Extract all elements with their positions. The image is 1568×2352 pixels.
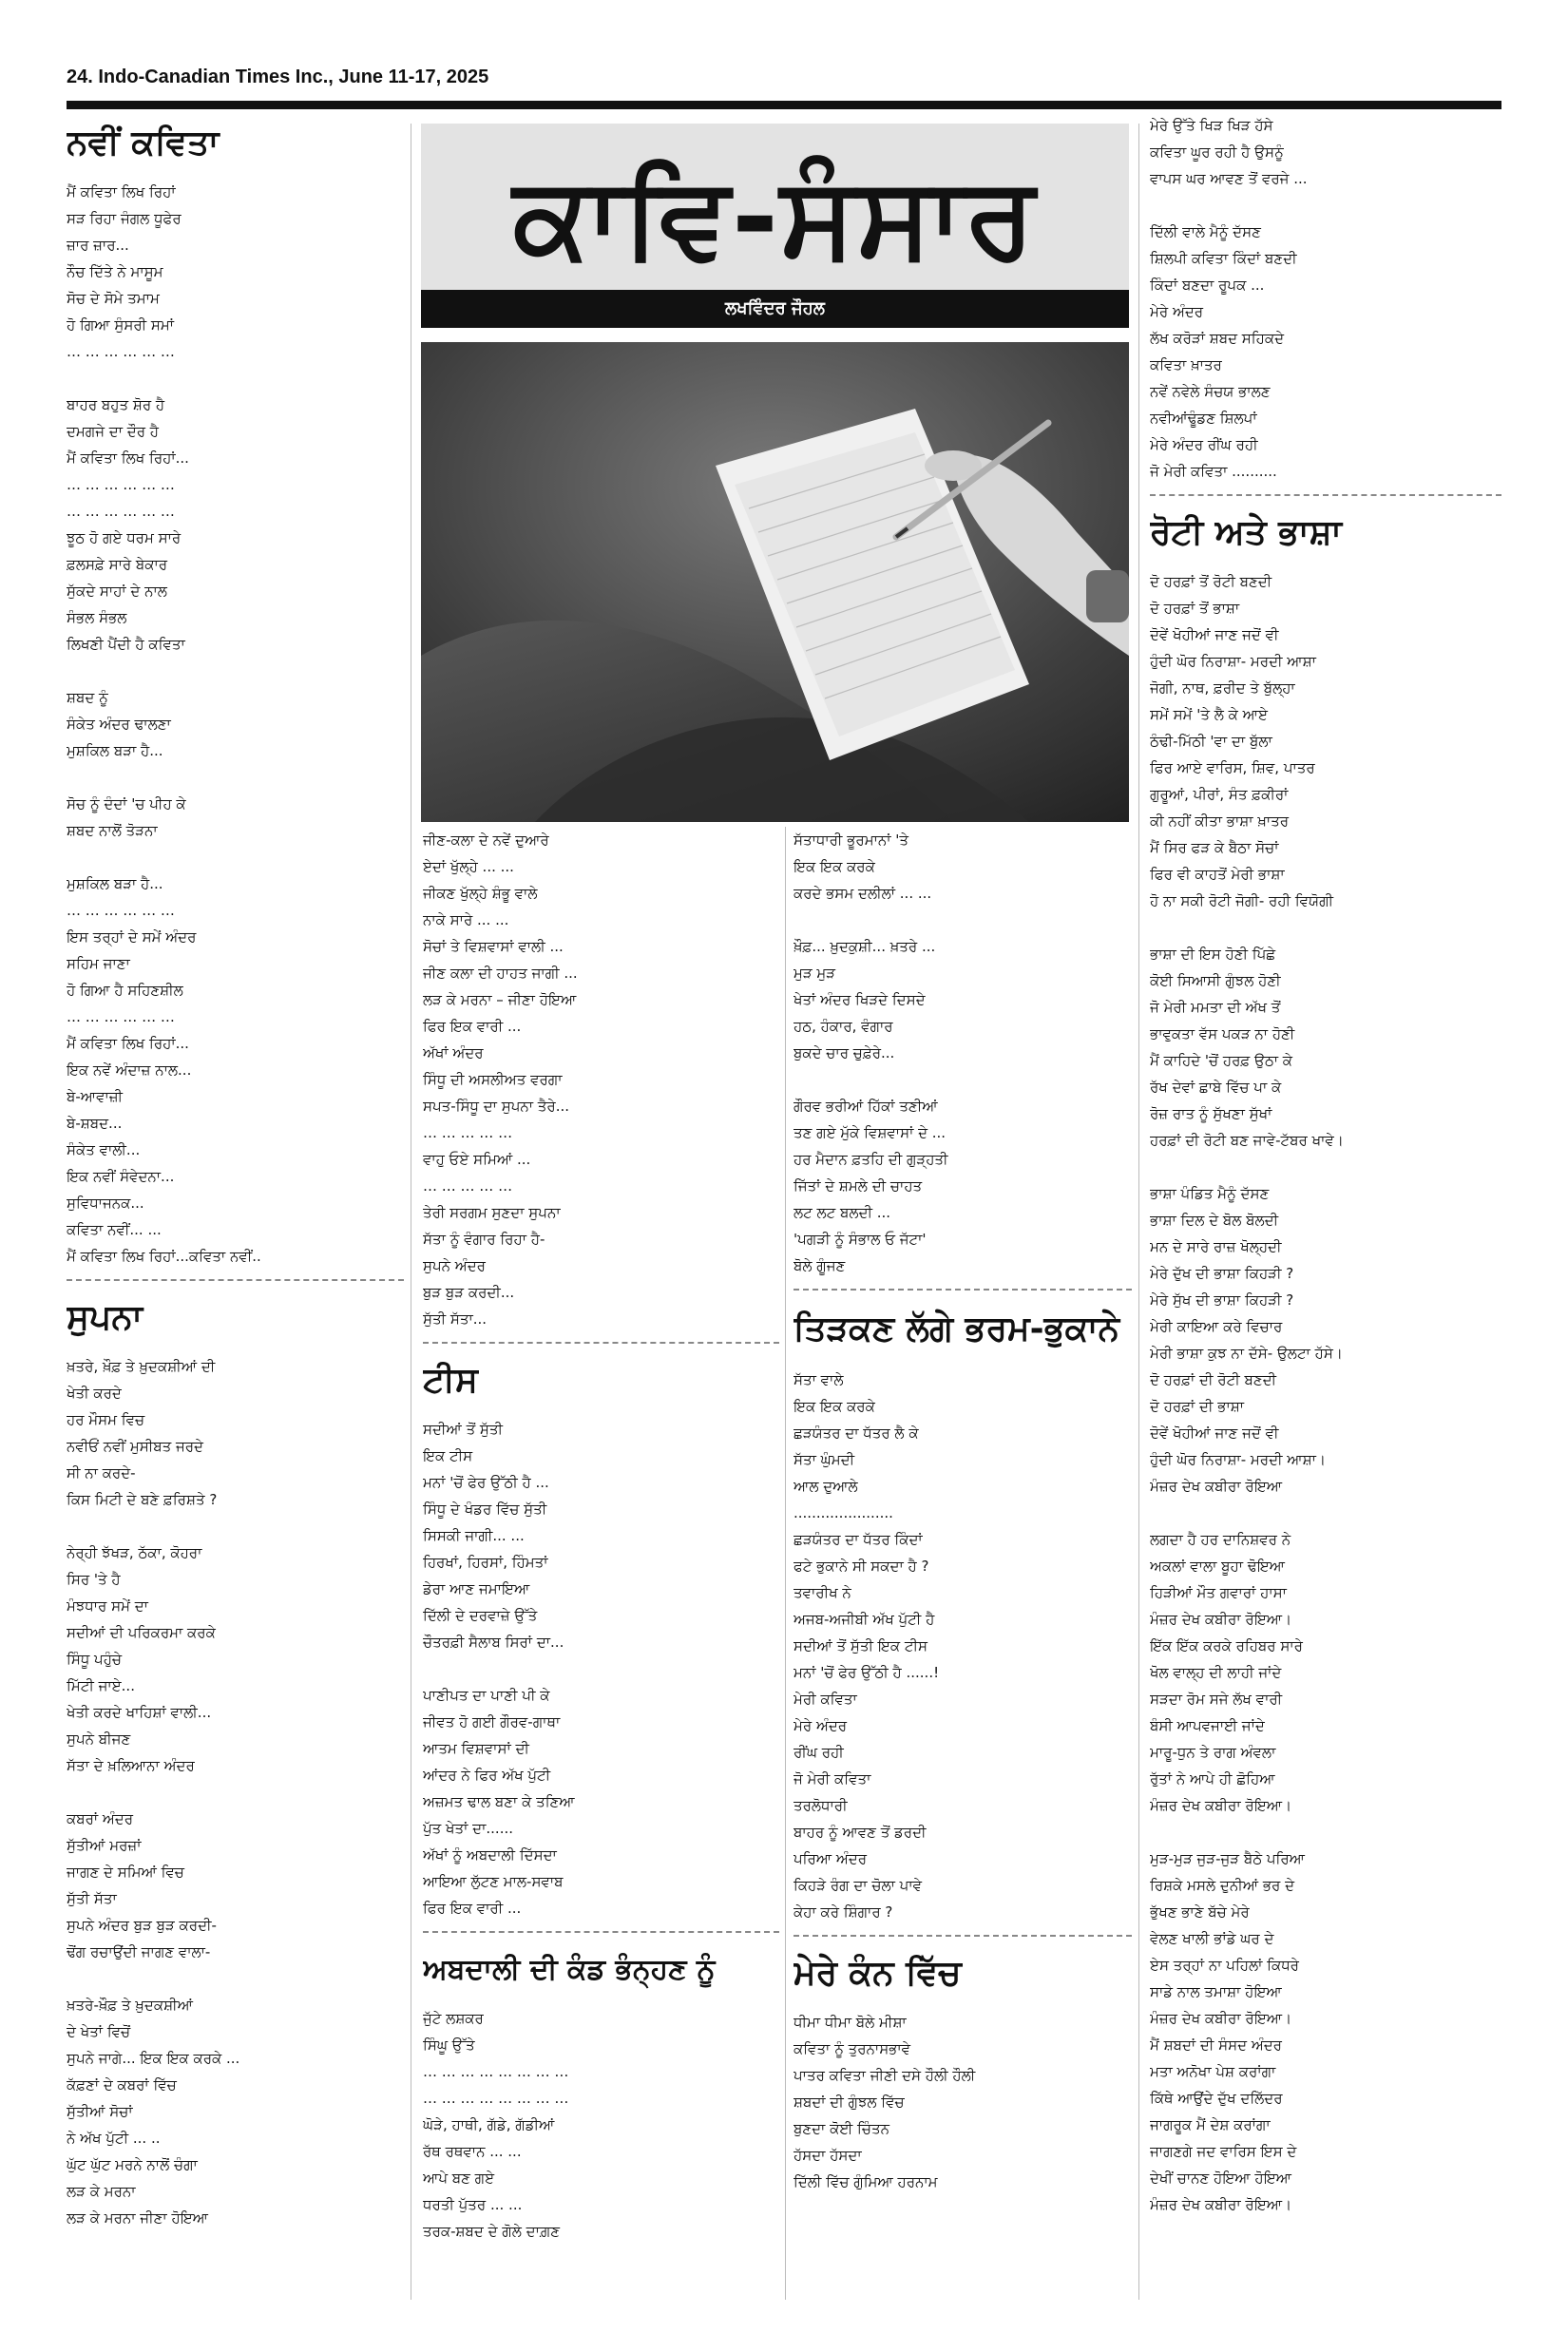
column-divider — [785, 827, 786, 2300]
poem-line: ਕੋਈ ਸਿਆਸੀ ਗੁੰਝਲ ਹੋਣੀ — [1150, 972, 1281, 989]
poem-line: ਮੇਰੀ ਕਵਿਤਾ — [794, 1691, 857, 1708]
writing-hand-photo — [421, 342, 1129, 822]
poem-line: ਹਰ ਮੌਸਮ ਵਿਚ — [67, 1411, 145, 1428]
poem-line: ਅੱਖਾਂ ਅੰਦਰ — [423, 1044, 484, 1061]
poem-line: ਮੰਜ਼ਰ ਦੇਖ ਕਬੀਰਾ ਰੋਇਆ। — [1150, 2196, 1292, 2213]
poem-line: ਜਾਗਣਗੇ ਜਦ ਵਾਰਿਸ ਇਸ ਦੇ — [1150, 2143, 1297, 2160]
poem-line: ਆਲ ਦੁਆਲੇ — [794, 1478, 858, 1495]
poem-mere-kann-vich — [794, 2009, 1132, 2195]
poem-line: ਬੁੜ ਬੁੜ ਕਰਦੀ... — [423, 1284, 515, 1301]
poem-line: ਹੁੰਦੀ ਘੋਰ ਨਿਰਾਸ਼ਾ- ਮਰਦੀ ਆਸ਼ਾ। — [1150, 1451, 1327, 1468]
poem-line: ਮੈਂ ਕਵਿਤਾ ਲਿਖ ਰਿਹਾਂ... — [67, 449, 189, 467]
poem-title-abdali: ਅਬਦਾਲੀ ਦੀ ਕੰਡ ਭੰਨ੍ਹਣ ਨੂੰ — [423, 1953, 716, 1986]
poem-title-navin-kavita: ਨਵੀਂ ਕਵਿਤਾ — [67, 124, 220, 163]
poem-line: ਮੰਜ਼ਰ ਦੇਖ ਕਬੀਰਾ ਰੋਇਆ — [1150, 1478, 1283, 1495]
poem-line: ਤਣ ਗਏ ਮੁੱਕੇ ਵਿਸ਼ਵਾਸਾਂ ਦੇ ... — [794, 1124, 947, 1141]
poem-line: ਮੈਂ ਸ਼ਬਦਾਂ ਦੀ ਸੰਸਦ ਅੰਦਰ — [1150, 2036, 1282, 2054]
poem-line: ਸਦੀਆਂ ਤੋਂ ਸੁੱਤੀ ਇਕ ਟੀਸ — [794, 1637, 927, 1654]
page-header: 24. Indo-Canadian Times Inc., June 11-17, 2025 — [67, 67, 489, 87]
poem-line: ਹਿਰਖਾਂ, ਹਿਰਸਾਂ, ਹਿੰਮਤਾਂ — [423, 1554, 548, 1571]
poem-line: ਮੁਸ਼ਕਿਲ ਬੜਾ ਹੈ... — [67, 875, 163, 892]
poem-line: ਰੁੱਤਾਂ ਨੇ ਆਪੇ ਹੀ ਛੋਹਿਆ — [1150, 1770, 1275, 1788]
poem-line: ਧਰਤੀ ਪੁੱਤਰ ... ... — [423, 2196, 523, 2213]
poem-line: ਸੁਵਿਧਾਜਨਕ... — [67, 1195, 144, 1212]
poem-line: ਮੈਂ ਕਵਿਤਾ ਲਿਖ ਰਿਹਾਂ... — [67, 1035, 189, 1052]
poem-line: ਦੋ ਹਰਫ਼ਾਂ ਦੀ ਭਾਸ਼ਾ — [1150, 1398, 1245, 1415]
poem-line: ਲਿਖਣੀ ਪੈਂਦੀ ਹੈ ਕਵਿਤਾ — [67, 636, 185, 653]
poem-line: ਦੇ ਖੇਤਾਂ ਵਿਚੋਂ — [67, 2023, 131, 2040]
poem-line: ਬੰਸੀ ਆਪਵਜਾਈ ਜਾਂਦੇ — [1150, 1717, 1265, 1734]
poem-line: ਲੜ ਕੇ ਮਰਨਾ – ਜੀਣਾ ਹੋਇਆ — [423, 991, 577, 1008]
poem-line: ਛੜਯੰਤਰ ਦਾ ਧੱਤਰ ਲੈ ਕੇ — [794, 1425, 919, 1442]
poem-line: ਡੇਰਾ ਆਣ ਜਮਾਇਆ — [423, 1580, 530, 1597]
stanza-break — [67, 1965, 404, 1992]
poem-line: ਛੜਯੰਤਰ ਦਾ ਧੱਤਰ ਕਿੰਦਾਂ — [794, 1531, 923, 1548]
column-1 — [67, 112, 404, 2284]
poem-line: ਹੁੰਦੀ ਘੋਰ ਨਿਰਾਸ਼ਾ- ਮਰਦੀ ਆਸ਼ਾ — [1150, 653, 1316, 670]
poem-abdali — [423, 2005, 779, 2245]
poem-line: ਮੇਰੇ ਉੱਤੇ ਖਿੜ ਖਿੜ ਹੱਸੇ — [1150, 117, 1273, 134]
poem-line: ਲੱਖ ਕਰੋੜਾਂ ਸ਼ਬਦ ਸਹਿਕਦੇ — [1150, 330, 1284, 347]
poem-title-tees: ਟੀਸ — [423, 1361, 478, 1400]
poem-line: ਪਾਣੀਪਤ ਦਾ ਪਾਣੀ ਪੀ ਕੇ — [423, 1687, 550, 1704]
poem-line: ਮੁੜ ਮੁੜ — [794, 965, 836, 982]
poem-line: ਸ਼ਬਦਾਂ ਦੀ ਗੁੰਝਲ ਵਿੱਚ — [794, 2094, 905, 2111]
poem-line: ਵਾਹੁ ਓਏ ਸਮਿਆਂ ... — [423, 1151, 531, 1168]
poem-line: ਅੱਖਾਂ ਨੂੰ ਅਬਦਾਲੀ ਦਿੱਸਦਾ — [423, 1846, 557, 1864]
poem-line: ਹਰਫ਼ਾਂ ਦੀ ਰੋਟੀ ਬਣ ਜਾਵੇ-ਟੱਬਰ ਖਾਵੇ। — [1150, 1132, 1344, 1149]
poem-line: ਮੇਰੇ ਸੁੱਖ ਦੀ ਭਾਸ਼ਾ ਕਿਹੜੀ ? — [1150, 1291, 1294, 1309]
poem-line: ਸੁਪਨੇ ਬੀਜਣ — [67, 1731, 131, 1748]
poem-line: ਲੜ ਕੇ ਮਰਨਾ — [67, 2183, 136, 2200]
dashed-separator — [794, 1935, 1132, 1937]
poem-line: ਮੁਸ਼ਕਿਲ ਬੜਾ ਹੈ... — [67, 742, 163, 759]
poem-line: ਸੁੱਤੀਆਂ ਸੋਚਾਂ — [67, 2103, 133, 2120]
poem-line: ਮਿੱਟੀ ਜਾਏ... — [67, 1677, 135, 1694]
poem-line: ਸ਼ਬਦ ਨਾਲੋਂ ਤੋੜਨਾ — [67, 822, 158, 839]
poem-line: ਸੋਚਾਂ ਤੇ ਵਿਸ਼ਵਾਸਾਂ ਵਾਲੀ ... — [423, 938, 564, 955]
stanza-break — [794, 1066, 1132, 1093]
poem-line: ਆਪੇ ਬਣ ਗਏ — [423, 2170, 495, 2187]
poem-line: ਸ਼ਿਲਪੀ ਕਵਿਤਾ ਕਿੰਦਾਂ ਬਣਦੀ — [1150, 250, 1297, 267]
poem-line: ਚੌਤਰਫ਼ੀ ਸੈਲਾਬ ਸਿਰਾਂ ਦਾ... — [423, 1634, 564, 1651]
poem-line: ਰਿਸ਼ਕੇ ਮਸਲੇ ਦੁਨੀਆਂ ਭਰ ਦੇ — [1150, 1877, 1295, 1894]
stanza-break — [1150, 914, 1501, 941]
poem-line: ਬੇ-ਆਵਾਜ਼ੀ — [67, 1088, 124, 1105]
poem-line: ਫਿਰ ਵੀ ਕਾਹਤੋਂ ਮੇਰੀ ਭਾਸ਼ਾ — [1150, 866, 1285, 883]
poem-line: ਕਰਦੇ ਭਸਮ ਦਲੀਲਾਂ ... ... — [794, 885, 932, 902]
poem-line: ਦੋ ਹਰਫ਼ਾਂ ਦੀ ਰੋਟੀ ਬਣਦੀ — [1150, 1371, 1277, 1388]
column-3 — [794, 827, 1132, 2285]
stanza-break — [67, 658, 404, 684]
poem-line: ਕਵਿਤਾ ਖ਼ਾਤਰ — [1150, 356, 1222, 373]
poem-line: ਸਾਡੇ ਨਾਲ ਤਮਾਸ਼ਾ ਹੋਇਆ — [1150, 1983, 1282, 2000]
poem-line: ਕਬਰਾਂ ਅੰਦਰ — [67, 1810, 134, 1827]
poem-line: ਮੈਂ ਸਿਰ ਫੜ ਕੇ ਬੈਠਾ ਸੋਚਾਂ — [1150, 839, 1279, 856]
poem-line: ਫਿਰ ਇਕ ਵਾਰੀ ... — [423, 1018, 522, 1035]
poem-line: ਹੋ ਗਿਆ ਹੈ ਸਹਿਣਸ਼ੀਲ — [67, 982, 183, 999]
poem-line: … … … … … — [423, 1177, 513, 1195]
poem-line: ਸਹਿਮ ਜਾਣਾ — [67, 955, 130, 972]
poem-tees — [423, 1416, 779, 1922]
poem-line: ਬੋਲੇ ਗੂੰਜਣ — [794, 1257, 846, 1274]
poem-line: ਮੰਝਧਾਰ ਸਮੇਂ ਦਾ — [67, 1597, 148, 1615]
poem-line: ਮੇਰੇ ਅੰਦਰ — [1150, 303, 1204, 320]
poem-line: ਰੱਥ ਰਥਵਾਨ ... ... — [423, 2143, 522, 2160]
poem-line: ਤਵਾਰੀਖ ਨੇ — [794, 1584, 851, 1601]
poem-line: ਕਿੱਥੇ ਆਉਂਦੇ ਦੁੱਖ ਦਲਿੱਦਰ — [1150, 2090, 1283, 2107]
poem-line: ਮਨ ਦੇ ਸਾਰੇ ਰਾਜ਼ ਖੋਲ੍ਹਦੀ — [1150, 1238, 1282, 1255]
poem-line: … … … … … … — [67, 1008, 175, 1025]
poem-line: ਹਿੜੀਆਂ ਮੌਤ ਗਵਾਰਾਂ ਹਾਸਾ — [1150, 1584, 1287, 1601]
poem-line: … … … … … … … … — [423, 2063, 569, 2080]
poem-line: ਤਰਲੋਧਾਰੀ — [794, 1797, 848, 1814]
poem-line: ਖ਼ਤਰੇ, ਖ਼ੌਫ਼ ਤੇ ਖ਼ੁਦਕਸ਼ੀਆਂ ਦੀ — [67, 1358, 216, 1375]
poem-line: ਕਿਹੜੇ ਰੰਗ ਦਾ ਚੋਲਾ ਪਾਵੇ — [794, 1877, 922, 1894]
poem-line: … … … … … … — [67, 503, 175, 520]
poem-line: ਸਦੀਆਂ ਤੋਂ ਸੁੱਤੀ — [423, 1421, 504, 1438]
poem-line: ਸੁਪਨੇ ਜਾਗੇ... ਇਕ ਇਕ ਕਰਕੇ ... — [67, 2050, 240, 2067]
poem-line: ਨਵੀਓਂ ਨਵੀਂ ਮੁਸੀਬਤ ਜਰਦੇ — [67, 1438, 203, 1455]
poem-line: ਆਤਮ ਵਿਸ਼ਵਾਸਾਂ ਦੀ — [423, 1740, 529, 1757]
poem-line: ਸੁਪਨੇ ਅੰਦਰ — [423, 1257, 486, 1274]
poem-line: ਮੈਂ ਕਵਿਤਾ ਲਿਖ ਰਿਹਾਂ — [67, 183, 176, 201]
poem-line: ਸਿਸਕੀ ਜਾਗੀ... ... — [423, 1527, 525, 1544]
poem-line: ਸਪਤ-ਸਿੰਧੂ ਦਾ ਸੁਪਨਾ ਤੈਰੇ... — [423, 1098, 570, 1115]
poem-tirhkan-lagge — [794, 1367, 1132, 1925]
poem-line: ਰੱਖ ਦੇਵਾਂ ਛਾਬੇ ਵਿੱਚ ਪਾ ਕੇ — [1150, 1079, 1282, 1096]
poem-line: ਮਾਰੂ-ਧੁਨ ਤੇ ਰਾਗ ਅੰਵਲਾ — [1150, 1744, 1276, 1761]
poem-line: ਖੇਤੀ ਕਰਦੇ ਖਾਹਿਸ਼ਾਂ ਵਾਲੀ... — [67, 1704, 212, 1721]
poem-line: ਸੁਪਨੇ ਅੰਦਰ ਬੁੜ ਬੁੜ ਕਰਦੀ- — [67, 1917, 217, 1934]
poem-title-supna: ਸੁਪਨਾ — [67, 1298, 143, 1337]
poem-line: ਸੜਦਾ ਰੋਮ ਸਜੇ ਲੱਖ ਵਾਰੀ — [1150, 1691, 1283, 1708]
poem-line: ਮੇਰੇ ਅੰਦਰ — [794, 1717, 848, 1734]
poem-line: 'ਪਗੜੀ ਨੂੰ ਸੰਭਾਲ ਓ ਜੱਟਾ' — [794, 1231, 927, 1248]
author-byline: ਲਖਵਿੰਦਰ ਜੌਹਲ — [421, 290, 1129, 328]
poem-line: ਸੁੱਤੀ ਸੱਤਾ — [67, 1890, 117, 1907]
poem-line: ਇਕ ਟੀਸ — [423, 1447, 473, 1464]
poem-line: ਸ਼ਬਦ ਨੂੰ — [67, 689, 108, 706]
poem-continued — [1150, 112, 1501, 485]
poem-line: ਮਨਾਂ 'ਚੋਂ ਫੇਰ ਉੱਠੀ ਹੈ ... — [423, 1474, 549, 1491]
poem-line: ਸੋਚ ਨੂੰ ਦੰਦਾਂ 'ਚ ਪੀਹ ਕੇ — [67, 795, 186, 813]
poem-line: ਏਦਾਂ ਖੁੱਲ੍ਹੇ ... ... — [423, 858, 514, 875]
poem-line: ਰੋਜ਼ ਰਾਤ ਨੂੰ ਸੁੱਖਣਾ ਸੁੱਖਾਂ — [1150, 1105, 1272, 1122]
poem-line: ਜਿੱਤਾਂ ਦੇ ਸ਼ਮਲੇ ਦੀ ਚਾਹਤ — [794, 1177, 923, 1195]
poem-line: ਫਿਰ ਇਕ ਵਾਰੀ ... — [423, 1900, 522, 1917]
poem-line: ਫਟੇ ਭੁਕਾਨੇ ਸੀ ਸਕਦਾ ਹੈ ? — [794, 1558, 929, 1575]
poem-line: ਸਮੇਂ ਸਮੇਂ 'ਤੇ ਲੈ ਕੇ ਆਏ — [1150, 706, 1268, 723]
poem-line: ਘੋੜੇ, ਹਾਥੀ, ਗੱਡੇ, ਗੱਡੀਆਂ — [423, 2116, 555, 2133]
poem-line: … … … … … … … … — [423, 2090, 569, 2107]
photo-illustration — [421, 342, 1129, 822]
poem-line: ਸੱਤਾ ਨੂੰ ਵੰਗਾਰ ਰਿਹਾ ਹੈ- — [423, 1231, 545, 1248]
stanza-break — [67, 764, 404, 791]
poem-line: ਠੰਢੀ-ਮਿੱਠੀ 'ਵਾ ਦਾ ਬੁੱਲਾ — [1150, 733, 1272, 750]
poem-line: ਅਕਲਾਂ ਵਾਲਾ ਬੂਹਾ ਢੋਇਆ — [1150, 1558, 1285, 1575]
poem-line: ਸੁੱਤੀ ਸੱਤਾ... — [423, 1310, 488, 1328]
poem-line: ਫਿਰ ਆਏ ਵਾਰਿਸ, ਸ਼ਿਵ, ਪਾਤਰ — [1150, 759, 1315, 776]
dashed-separator — [1150, 494, 1501, 496]
poem-line: ਦਿੱਲੀ ਵਿੱਚ ਗੁੰਮਿਆ ਹਰਨਾਮ — [794, 2173, 938, 2190]
poem-line: ਸੁੱਤੀਆਂ ਮਰਜ਼ਾਂ — [67, 1837, 142, 1854]
poem-line: ਕਵਿਤਾ ਘੂਰ ਰਹੀ ਹੈ ਉਸਨੂੰ — [1150, 143, 1284, 161]
poem-line: ਬੁਣਦਾ ਕੋਈ ਚਿੰਤਨ — [794, 2120, 889, 2137]
poem-line: ਦਿੱਲੀ ਦੇ ਦਰਵਾਜ਼ੇ ਉੱਤੇ — [423, 1607, 538, 1624]
poem-title-mere-kann-vich: ਮੇਰੇ ਕੰਨ ਵਿੱਚ — [794, 1954, 962, 1993]
poem-line: ਮੰਜ਼ਰ ਦੇਖ ਕਬੀਰਾ ਰੋਇਆ। — [1150, 1797, 1292, 1814]
dashed-separator — [67, 1279, 404, 1281]
poem-line: ਇਕ ਨਵੀਂ ਸੰਵੇਦਨਾ... — [67, 1168, 175, 1185]
poem-line: ਦੇਖੀਂ ਚਾਨਣ ਹੋਇਆ ਹੋਇਆ — [1150, 2170, 1291, 2187]
poem-line: ਦੋਵੇਂ ਖੋਹੀਆਂ ਜਾਣ ਜਦੋਂ ਵੀ — [1150, 626, 1279, 643]
poem-line: ਦਮਗਜੇ ਦਾ ਦੌਰ ਹੈ — [67, 423, 159, 440]
poem-navin-kavita — [67, 179, 404, 1270]
masthead-title: ਕਾਵਿ-ਸੰਸਾਰ — [512, 151, 1038, 282]
poem-line: ਢੋਂਗ ਰਚਾਉਂਦੀ ਜਾਗਣ ਵਾਲਾ- — [67, 1943, 211, 1960]
poem-line: ਲਟ ਲਟ ਬਲਦੀ ... — [794, 1204, 891, 1221]
poem-line: ਸਿੰਘੂ ਉੱਤੇ — [423, 2036, 475, 2054]
poem-line: ਸਿੰਧੂ ਪਹੁੰਚੇ — [67, 1651, 123, 1668]
dashed-separator — [423, 1342, 779, 1344]
poem-line: ਮੰਜ਼ਰ ਦੇਖ ਕਬੀਰਾ ਰੋਇਆ। — [1150, 2010, 1292, 2027]
poem-line: ਜੀਕਣ ਖੁੱਲ੍ਹੇ ਸ਼ੰਭੂ ਵਾਲੇ — [423, 885, 538, 902]
poem-line: ਨੇ ਅੱਖ ਪੁੱਟੀ ... .. — [67, 2130, 161, 2147]
poem-line: ਕੱਫ਼ਣਾਂ ਦੇ ਕਬਰਾਂ ਵਿੱਚ — [67, 2076, 177, 2094]
poem-line: ਸੀ ਨਾ ਕਰਦੇ- — [67, 1464, 136, 1482]
poem-line: ਹੱਸਦਾ ਹੱਸਦਾ — [794, 2147, 862, 2164]
poem-continued — [794, 827, 1132, 1279]
poem-line: ਆਇਆ ਲੁੱਟਣ ਮਾਲ-ਸਵਾਬ — [423, 1873, 564, 1890]
poem-line: ਇਸ ਤਰ੍ਹਾਂ ਦੇ ਸਮੇਂ ਅੰਦਰ — [67, 928, 197, 946]
poem-line: ਮਨਾਂ 'ਚੋਂ ਫੇਰ ਉੱਠੀ ਹੈ ......! — [794, 1664, 940, 1681]
poem-line: ਦਿੱਲੀ ਵਾਲੇ ਮੈਨੂੰ ਦੱਸਣ — [1150, 223, 1261, 240]
poem-line: ਸਿੰਧੂ ਦੇ ਖੰਡਰ ਵਿੱਚ ਸੁੱਤੀ — [423, 1501, 547, 1518]
stanza-break — [1150, 1154, 1501, 1180]
poem-line: ਮੈਂ ਕਵਿਤਾ ਲਿਖ ਰਿਹਾਂ...ਕਵਿਤਾ ਨਵੀਂ.. — [67, 1248, 261, 1265]
poem-line: ਜਾਗਣ ਦੇ ਸਮਿਆਂ ਵਿਚ — [67, 1864, 184, 1881]
poem-line: ਭਾਸ਼ਾ ਪੰਡਿਤ ਮੈਨੂੰ ਦੱਸਣ — [1150, 1185, 1270, 1202]
column-4 — [1150, 112, 1501, 2288]
stanza-break — [423, 1655, 779, 1682]
poem-line: ਭਾਵੁਕਤਾ ਵੱਸ ਪਕੜ ਨਾ ਹੋਣੀ — [1150, 1025, 1295, 1042]
poem-line: ਅਜ਼ਮਤ ਢਾਲ ਬਣਾ ਕੇ ਤਣਿਆ — [423, 1793, 575, 1810]
stanza-break — [67, 1513, 404, 1539]
poem-line: ਬਾਹਰ ਨੂੰ ਆਵਣ ਤੋਂ ਡਰਦੀ — [794, 1824, 927, 1841]
stanza-break — [67, 844, 404, 870]
poem-line: ਖੋਲ ਵਾਲ੍ਹ ਦੀ ਲਾਹੀ ਜਾਂਦੇ — [1150, 1664, 1282, 1681]
poem-line: ਕੇਹਾ ਕਰੇ ਸ਼ਿੰਗਾਰ ? — [794, 1903, 893, 1921]
poem-line: ਭੁੱਖਣ ਭਾਣੇ ਬੱਚੇ ਮੇਰੇ — [1150, 1903, 1250, 1921]
poem-line: ਮੇਰੇ ਦੁੱਖ ਦੀ ਭਾਸ਼ਾ ਕਿਹੜੀ ? — [1150, 1265, 1294, 1282]
dashed-separator — [794, 1289, 1132, 1291]
poem-line: ਵਾਪਸ ਘਰ ਆਵਣ ਤੋਂ ਵਰਜੇ ... — [1150, 170, 1308, 187]
poem-line: ਵੇਲਣ ਖਾਲੀ ਭਾਂਡੇ ਘਰ ਦੇ — [1150, 1930, 1274, 1947]
poem-line: ਜ਼ਾਰ ਜ਼ਾਰ... — [67, 237, 129, 254]
poem-line: ਜੋ ਮੇਰੀ ਕਵਿਤਾ .......... — [1150, 463, 1277, 480]
stanza-break — [794, 907, 1132, 933]
column-divider — [1138, 124, 1139, 2300]
poem-line: ਸੋਚ ਦੇ ਸੋਮੇ ਤਮਾਮ — [67, 290, 160, 307]
poem-line: ਬਾਹਰ ਬਹੁਤ ਸ਼ੋਰ ਹੈ — [67, 396, 165, 413]
poem-line: ਕਵਿਤਾ ਨੂੰ ਤੁਰਨਾਸਭਾਵੇ — [794, 2040, 911, 2057]
poem-line: ਜਾਗਰੂਕ ਮੈਂ ਦੇਸ਼ ਕਰਾਂਗਾ — [1150, 2116, 1271, 2133]
poem-line: ਨੌਚ ਦਿੱਤੇ ਨੇ ਮਾਸੂਮ — [67, 263, 163, 280]
poem-line: ਰੀਂਘ ਰਹੀ — [794, 1744, 844, 1761]
stanza-break — [67, 365, 404, 392]
poem-line: ਦੋ ਹਰਫ਼ਾਂ ਤੋਂ ਭਾਸ਼ਾ — [1150, 600, 1240, 617]
poem-line: ਨਾਕੇ ਸਾਰੇ ... ... — [423, 911, 509, 928]
poem-line: ਮੇਰੀ ਭਾਸ਼ਾ ਕੁਝ ਨਾ ਦੱਸੇ- ਉਲਟਾ ਹੱਸੇ। — [1150, 1345, 1343, 1362]
poem-line: ਮੰਜ਼ਰ ਦੇਖ ਕਬੀਰਾ ਰੋਇਆ। — [1150, 1611, 1292, 1628]
poem-line: ਤਰਕ-ਸ਼ਬਦ ਦੇ ਗੋਲੇ ਦਾਗ਼ਣ — [423, 2223, 561, 2240]
poem-line: ਸਦੀਆਂ ਦੀ ਪਰਿਕਰਮਾ ਕਰਕੇ — [67, 1624, 216, 1641]
poem-line: ਜੀਣ-ਕਲਾ ਦੇ ਨਵੇਂ ਦੁਆਰੇ — [423, 832, 549, 849]
poem-line: ਕਿਸ ਮਿਟੀ ਦੇ ਬਣੇ ਫ਼ਰਿਸ਼ਤੇ ? — [67, 1491, 218, 1508]
poem-line: ਮੁੜ-ਮੁੜ ਜੁੜ-ਜੁੜ ਬੈਠੇ ਪਰਿਆ — [1150, 1850, 1305, 1867]
poem-line: ਖ਼ਤਰੇ-ਖ਼ੌਫ਼ ਤੇ ਖ਼ੁਦਕਸ਼ੀਆਂ — [67, 1997, 193, 2014]
poem-line: ਅਜਬ-ਅਜੀਬੀ ਅੱਖ ਪੁੱਟੀ ਹੈ — [794, 1611, 935, 1628]
poem-line: ਸੱਤਾਧਾਰੀ ਭੂਰਮਾਨਾਂ 'ਤੇ — [794, 832, 908, 849]
poem-line: ਸੱਤਾ ਵਾਲੇ — [794, 1371, 844, 1388]
poem-line: ਜੋ ਮੇਰੀ ਕਵਿਤਾ — [794, 1770, 871, 1788]
poem-line: ਤੇਰੀ ਸਰਗਮ ਸੁਣਦਾ ਸੁਪਨਾ — [423, 1204, 561, 1221]
dashed-separator — [423, 1931, 779, 1933]
poem-line: ਬੁਕਦੇ ਚਾਰ ਚੁਫ਼ੇਰੇ... — [794, 1044, 895, 1061]
poem-line: ਨਵੀਆਂਢੂੰਡਣ ਸ਼ਿਲਪਾਂ — [1150, 410, 1257, 427]
poem-line: ਸੜ ਰਿਹਾ ਜੰਗਲ ਧੂਫੇਰ — [67, 210, 182, 227]
poem-line: ...................... — [794, 1504, 893, 1521]
stanza-break — [1150, 1819, 1501, 1845]
poem-title-tirhkan-lagge: ਤਿੜਕਣ ਲੱਗੇ ਭਰਮ-ਭੁਕਾਨੇ — [794, 1310, 1120, 1348]
poem-line: ਝੂਠ ਹੋ ਗਏ ਧਰਮ ਸਾਰੇ — [67, 529, 182, 546]
poem-line: ਜੀਵਤ ਹੋ ਗਈ ਗੌਰਵ-ਗਾਥਾ — [423, 1713, 561, 1731]
poem-line: ਖੇਤਾਂ ਅੰਦਰ ਖਿੜਦੇ ਦਿਸਦੇ — [794, 991, 926, 1008]
poem-line: ਪਰਿਆ ਅੰਦਰ — [794, 1850, 868, 1867]
column-2 — [423, 827, 779, 2285]
poem-line: ਹਠ, ਹੰਕਾਰ, ਵੰਗਾਰ — [794, 1018, 893, 1035]
poem-line: … … … … … … — [67, 343, 175, 360]
poem-line: ਮੇਰੀ ਕਾਇਆ ਕਰੇ ਵਿਚਾਰ — [1150, 1318, 1283, 1335]
poem-line: ਸੱਤਾ ਘੁੰਮਦੀ — [794, 1451, 855, 1468]
poem-line: ਸੰਭਲ ਸੰਭਲ — [67, 609, 127, 626]
stanza-break — [1150, 1500, 1501, 1526]
poem-line: ਮਤਾ ਅਨੋਖਾ ਪੇਸ਼ ਕਰਾਂਗਾ — [1150, 2063, 1276, 2080]
poem-line: ਕੀ ਨਹੀਂ ਕੀਤਾ ਭਾਸ਼ਾ ਖ਼ਾਤਰ — [1150, 813, 1290, 830]
poem-line: ਕਿੰਦਾਂ ਬਣਦਾ ਰੂਪਕ ... — [1150, 277, 1265, 294]
poem-line: ਸੰਕੇਤ ਅੰਦਰ ਢਾਲਣਾ — [67, 716, 171, 733]
poem-line: ਹਰ ਮੈਦਾਨ ਫ਼ਤਹਿ ਦੀ ਗੁੜ੍ਹਤੀ — [794, 1151, 948, 1168]
poem-line: ਜੀਣ ਕਲਾ ਦੀ ਹਾਹਤ ਜਾਗੀ ... — [423, 965, 578, 982]
poem-line: ਏਸ ਤਰ੍ਹਾਂ ਨਾ ਪਹਿਲਾਂ ਕਿਧਰੇ — [1150, 1957, 1299, 1974]
poem-line: ਇਕ ਨਵੇਂ ਅੰਦਾਜ਼ ਨਾਲ... — [67, 1061, 192, 1079]
poem-line: ਮੇਰੇ ਅੰਦਰ ਰੀਂਘ ਰਹੀ — [1150, 436, 1258, 453]
poem-line: ਭਾਸ਼ਾ ਦੀ ਇਸ ਹੋਣੀ ਪਿੱਛੇ — [1150, 946, 1276, 963]
poem-line: ਇਕ ਇਕ ਕਰਕੇ — [794, 1398, 875, 1415]
poem-line: ਸੰਕੇਤ ਵਾਲੀ... — [67, 1141, 141, 1158]
poem-line: ਇਕ ਇਕ ਕਰਕੇ — [794, 858, 875, 875]
poem-line: ਸੱਤਾ ਦੇ ਖ਼ਲਿਆਨਾ ਅੰਦਰ — [67, 1757, 195, 1774]
poem-line: ਜੋ ਮੇਰੀ ਮਮਤਾ ਦੀ ਅੱਖ ਤੋਂ — [1150, 999, 1281, 1016]
poem-line: ਧੀਮਾ ਧੀਮਾ ਬੋਲੇ ਮੀਸ਼ਾ — [794, 2014, 907, 2031]
poem-line: ਲਗਦਾ ਹੈ ਹਰ ਦਾਨਿਸ਼ਵਰ ਨੇ — [1150, 1531, 1291, 1548]
poem-line: ਹੋ ਗਿਆ ਸੁੰਸਰੀ ਸਮਾਂ — [67, 316, 175, 334]
poem-line: ਦੋ ਹਰਫ਼ਾਂ ਤੋਂ ਰੋਟੀ ਬਣਦੀ — [1150, 573, 1272, 590]
poem-continued — [423, 827, 779, 1332]
poem-line: … … … … … … — [67, 476, 175, 493]
poem-line: ਕਵਿਤਾ ਨਵੀਂ... ... — [67, 1221, 162, 1238]
poem-line: ਪਾਤਰ ਕਵਿਤਾ ਜੀਣੀ ਦਸੇ ਹੌਲੀ ਹੌਲੀ — [794, 2067, 976, 2084]
poem-line: ਨਵੇਂ ਨਵੇਲੇ ਸੰਚਯ ਭਾਲਣ — [1150, 383, 1271, 400]
poem-supna — [67, 1353, 404, 2231]
poem-title-roti-ate-bhasha: ਰੋਟੀ ਅਤੇ ਭਾਸ਼ਾ — [1150, 513, 1342, 552]
poem-line: ਹੋ ਨਾ ਸਕੀ ਰੋਟੀ ਜੋਗੀ- ਰਹੀ ਵਿਯੋਗੀ — [1150, 892, 1334, 909]
poem-line: ਭਾਸ਼ਾ ਦਿਲ ਦੇ ਬੋਲ ਬੋਲਦੀ — [1150, 1212, 1279, 1229]
poem-line: ਨੇਰ੍ਹੀ ਝੱਖੜ, ਠੱਕਾ, ਕੋਹਰਾ — [67, 1544, 202, 1561]
poem-line: ਇੱਕ ਇੱਕ ਕਰਕੇ ਰਹਿਬਰ ਸਾਰੇ — [1150, 1637, 1303, 1654]
poem-line: ਸਿਰ 'ਤੇ ਹੈ — [67, 1571, 121, 1588]
poem-line: ਜੁੱਟੇ ਲਸ਼ਕਰ — [423, 2010, 484, 2027]
poem-line: ਆਂਦਰ ਨੇ ਫਿਰ ਅੱਖ ਪੁੱਟੀ — [423, 1767, 551, 1784]
poem-line: ਗੌਰਵ ਭਰੀਆਂ ਹਿੱਕਾਂ ਤਣੀਆਂ — [794, 1098, 938, 1115]
poem-line: … … … … … — [423, 1124, 513, 1141]
poem-roti-ate-bhasha — [1150, 568, 1501, 2218]
poem-line: ਸੁੱਕਦੇ ਸਾਹਾਂ ਦੇ ਨਾਲ — [67, 583, 167, 600]
stanza-break — [1150, 192, 1501, 219]
stanza-break — [67, 1779, 404, 1806]
poem-line: ਸਿੰਧੂ ਦੀ ਅਸਲੀਅਤ ਵਰਗਾ — [423, 1071, 563, 1088]
poem-line: ਫ਼ਲਸਫ਼ੇ ਸਾਰੇ ਬੇਕਾਰ — [67, 556, 168, 573]
poem-line: ਬੇ-ਸ਼ਬਦ... — [67, 1115, 123, 1132]
poem-line: ਲੜ ਕੇ ਮਰਨਾ ਜੀਣਾ ਹੋਇਆ — [67, 2209, 209, 2227]
poem-line: ਜੋਗੀ, ਨਾਥ, ਫ਼ਰੀਦ ਤੇ ਬੁੱਲ੍ਹਾ — [1150, 679, 1295, 697]
poem-line: ਗੁਰੂਆਂ, ਪੀਰਾਂ, ਸੰਤ ਫ਼ਕੀਰਾਂ — [1150, 786, 1289, 803]
poem-line: ਖੇਤੀ ਕਰਦੇ — [67, 1385, 122, 1402]
poem-line: ਪੁੱਤ ਖੇਤਾਂ ਦਾ...... — [423, 1820, 513, 1837]
poem-line: … … … … … … — [67, 902, 175, 919]
header-rule — [67, 101, 1501, 109]
poem-line: ਘੁੱਟ ਘੁੱਟ ਮਰਨੇ ਨਾਲੋਂ ਚੰਗਾ — [67, 2156, 198, 2173]
poem-line: ਦੋਵੇਂ ਖੋਹੀਆਂ ਜਾਣ ਜਦੋਂ ਵੀ — [1150, 1425, 1279, 1442]
poem-line: ਮੈਂ ਕਾਹਿਦੇ 'ਚੋਂ ਹਰਫ਼ ਉਠਾ ਕੇ — [1150, 1052, 1293, 1069]
poem-line: ਖ਼ੌਫ਼... ਖ਼ੁਦਕੁਸ਼ੀ... ਖ਼ਤਰੇ ... — [794, 938, 936, 955]
